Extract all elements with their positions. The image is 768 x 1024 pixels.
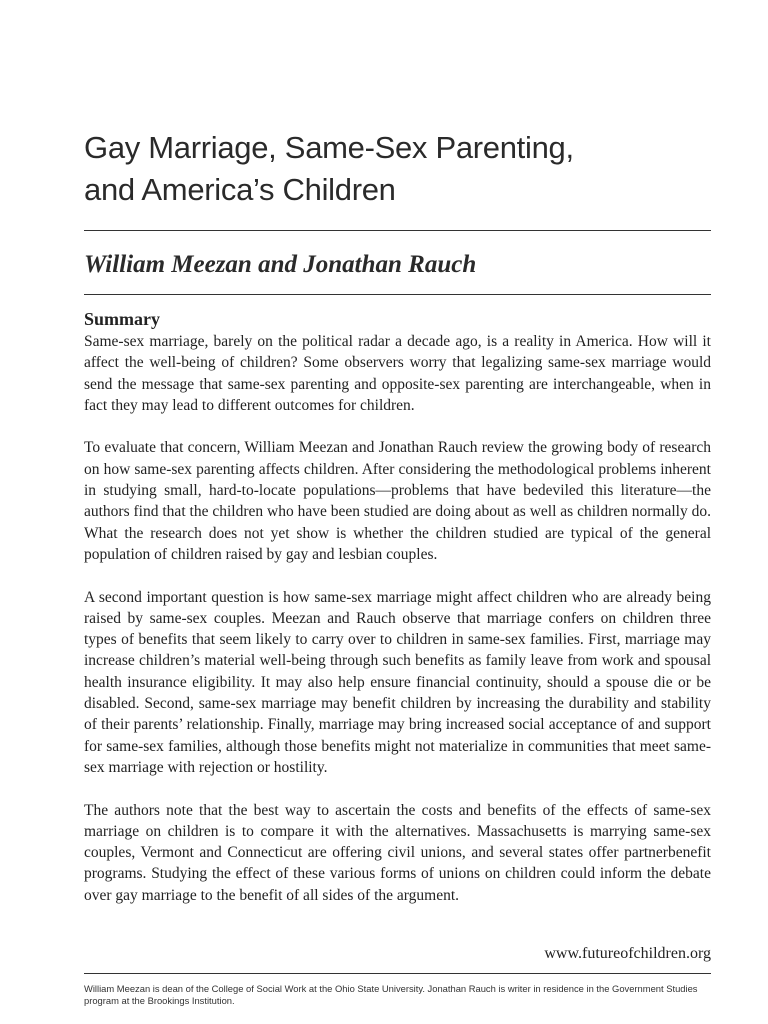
summary-paragraph-3: A second important question is how same-sex marriage might affect children who are already being raised by same-sex couples. Meezan and Rauch observe that marriage confers on children three types of benefits that seem likely to carry over to children in same-sex families. First, marriage may increase children’s material well-being through such benefits as family leave from work and spousal health insurance eligibility. It may also help ensure financial continuity, should a spouse die or be disabled. Second, same-sex marriage may benefit children by increasing the durability and stability of their parents’ relationship. Finally, marriage may bring increased social acceptance of and support for same-sex families, although those benefits might not materialize in communities that meet same-sex marriage with rejection or hostility. (84, 588, 711, 776)
article-title-line-1: Gay Marriage, Same-Sex Parenting, (84, 130, 574, 165)
article-title-line-2: and America’s Children (84, 172, 396, 207)
article-title (84, 127, 711, 211)
footnote-divider (84, 973, 711, 974)
summary-paragraph-1: Same-sex marriage, barely on the political radar a decade ago, is a reality in America. How will it affect the well-being of children? Some observers worry that legalizing same-sex marriage would send the message that same-sex parenting and opposite-sex parenting are interchangeable, when in fact they may lead to different outcomes for children. (84, 333, 711, 414)
summary-body (84, 331, 711, 927)
summary-paragraph-2: To evaluate that concern, William Meezan and Jonathan Rauch review the growing body of research on how same-sex parenting affects children. After considering the methodological problems inherent in studying small, hard-to-locate populations—problems that have bedeviled this literature—the authors find that the children who have been studied are doing about as well as children normally do. What the research does not yet show is whether the children studied are typical of the general population of children raised by gay and lesbian couples. (84, 439, 711, 563)
summary-paragraph-4: The authors note that the best way to ascertain the costs and benefits of the effects of same-sex marriage on children is to compare it with the alternatives. Massachusetts is marrying same-sex couples, Vermont and Connecticut are offering civil unions, and several states offer partnerbenefit programs. Studying the effect of these various forms of unions on children could inform the debate over gay marriage to the benefit of all sides of the argument. (84, 801, 711, 904)
summary-heading: Summary (84, 309, 160, 329)
article-page (84, 0, 711, 1024)
author-footnote: William Meezan is dean of the College of Social Work at the Ohio State University. Jonathan Rauch is writer in residence in the Government Studies program at the Brookings Institution. (84, 983, 698, 1006)
authors-divider (84, 294, 711, 295)
article-authors: William Meezan and Jonathan Rauch (84, 251, 477, 278)
website-link[interactable]: www.futureofchildren.org (544, 945, 711, 962)
title-divider (84, 230, 711, 231)
